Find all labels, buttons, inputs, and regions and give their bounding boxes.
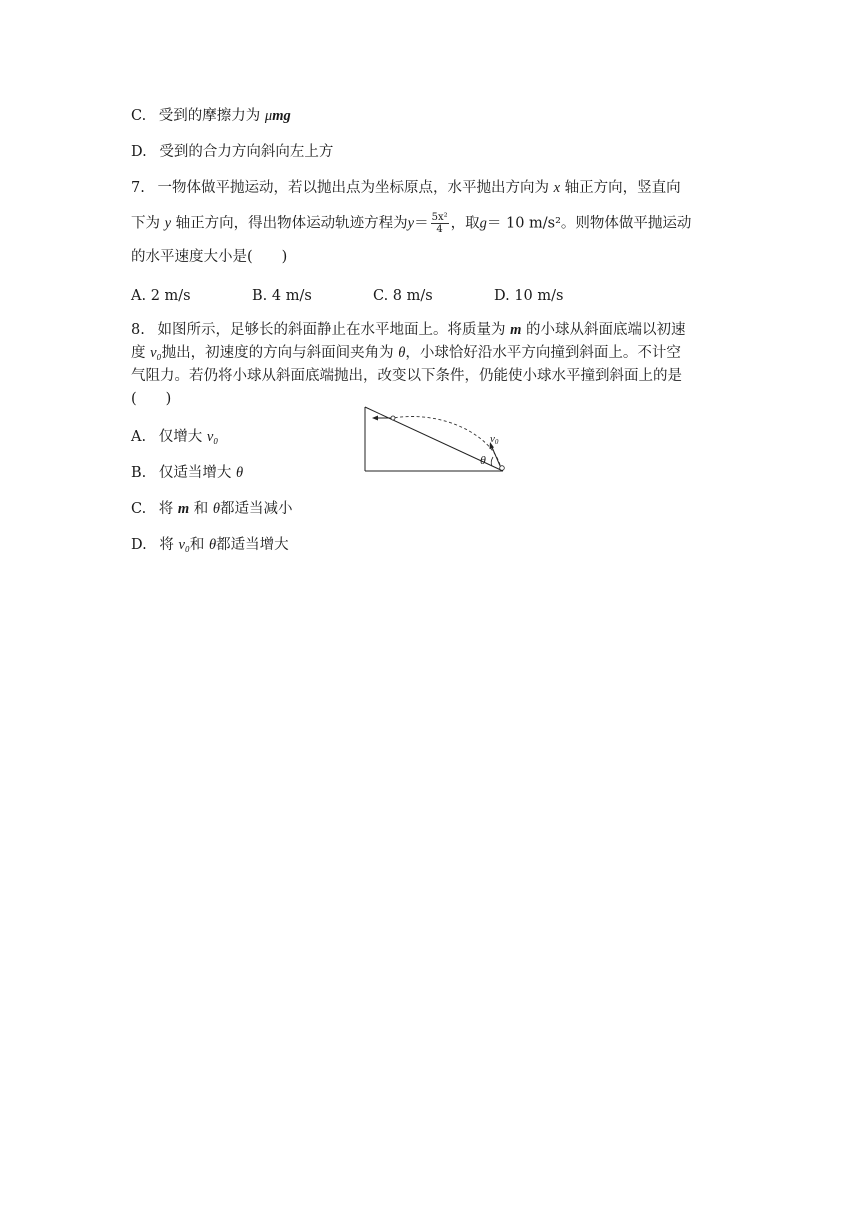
- q8-option-a: [131, 427, 218, 447]
- option-label: B.: [252, 288, 268, 304]
- arrow-head-icon: [372, 416, 378, 421]
- question-number: 7.: [131, 180, 145, 196]
- question-text: ，取: [450, 215, 480, 232]
- question-text: 轴正方向，得出物体运动轨迹方程为: [175, 215, 408, 232]
- option-text: 将: [159, 537, 174, 553]
- question-number: 8.: [131, 322, 145, 338]
- option-text: 8 m/s: [392, 288, 433, 304]
- q8-line-2: [131, 343, 681, 363]
- initial-velocity-arrow: [491, 445, 501, 468]
- option-text: 都适当增大: [216, 537, 289, 553]
- q7-option-b: [252, 286, 312, 306]
- option-text: 受到的合力方向斜向左上方: [159, 144, 334, 160]
- q6-option-c: [131, 106, 291, 126]
- q8-line-3: [131, 366, 682, 386]
- var-y: y: [164, 215, 172, 232]
- q8-line-1: [131, 320, 685, 340]
- question-text: 抛出，初速度的方向与斜面间夹角为: [161, 345, 394, 361]
- incline-figure: [363, 405, 511, 479]
- option-text: 仅适当增大: [158, 465, 232, 481]
- theta-label: θ: [480, 453, 486, 467]
- option-text: 和: [193, 501, 209, 517]
- option-text: 2 m/s: [150, 288, 191, 304]
- ball-impact: [391, 416, 395, 420]
- question-text: 气阻力。若仍将小球从斜面底端抛出，改变以下条件，仍能使小球水平撞到斜面上的是: [131, 368, 682, 384]
- var-theta: θ: [209, 537, 217, 553]
- fraction-numerator: 5x²: [431, 212, 448, 223]
- question-text: ( ): [131, 391, 172, 407]
- ball-launch: [500, 466, 505, 471]
- option-label: D.: [131, 144, 147, 160]
- q7-line-2: [131, 212, 691, 235]
- mu-symbol: μ: [264, 108, 273, 124]
- option-text: 和: [189, 537, 205, 553]
- eq-y: y: [407, 215, 415, 232]
- option-label: D.: [494, 288, 510, 304]
- q7-option-c: [373, 286, 433, 306]
- fraction: [431, 212, 449, 235]
- var-v0: v₀: [206, 429, 219, 445]
- q7-line-3: [131, 247, 287, 267]
- angle-arc: [491, 457, 493, 466]
- question-text: 的小球从斜面底端以初速: [525, 322, 686, 338]
- option-label: A.: [131, 429, 147, 445]
- question-text: 轴正方向，竖直向: [564, 180, 681, 196]
- q7-line-1: [131, 178, 681, 198]
- question-text: 下为: [131, 215, 160, 232]
- var-theta: θ: [235, 465, 244, 481]
- option-label: C.: [373, 288, 389, 304]
- var-theta: θ: [212, 501, 221, 517]
- option-label: A.: [131, 288, 147, 304]
- incline-diagram: [363, 405, 511, 475]
- q6-option-d: [131, 142, 333, 162]
- var-v0: v₀: [178, 537, 190, 553]
- var-g: g: [479, 215, 487, 232]
- option-label: C.: [131, 108, 147, 124]
- mg-symbol: mg: [272, 108, 291, 124]
- fraction-denominator: 4: [436, 224, 443, 235]
- question-text: 度: [131, 345, 146, 361]
- option-text: 都适当减小: [220, 501, 293, 517]
- q8-option-d: [131, 535, 289, 555]
- option-label: B.: [131, 465, 147, 481]
- var-x: x: [553, 180, 560, 196]
- option-label: D.: [131, 537, 147, 553]
- q8-option-c: [131, 499, 293, 519]
- question-text: 的水平速度大小是( ): [131, 249, 288, 265]
- q8-option-b: [131, 463, 243, 483]
- option-text: 10 m/s: [514, 288, 564, 304]
- var-v0: v₀: [150, 345, 162, 361]
- q8-line-4: [131, 389, 171, 409]
- option-text: 将: [158, 501, 174, 517]
- eq-sign: ＝: [414, 215, 429, 232]
- option-text: 仅增大: [158, 429, 203, 445]
- v0-label: v0: [490, 433, 499, 446]
- question-text: 如图所示，足够长的斜面静止在水平地面上。将质量为: [157, 322, 506, 338]
- var-theta: θ: [398, 345, 406, 361]
- option-text: 受到的摩擦力为: [158, 108, 261, 124]
- var-m: m: [177, 501, 190, 517]
- q7-option-a: [131, 286, 191, 306]
- q7-option-d: [494, 286, 563, 306]
- question-text: ＝ 10 m/s²。则物体做平抛运动: [486, 215, 692, 232]
- option-label: C.: [131, 501, 147, 517]
- var-m: m: [510, 322, 522, 338]
- question-text: 一物体做平抛运动，若以抛出点为坐标原点，水平抛出方向为: [157, 180, 549, 196]
- option-text: 4 m/s: [271, 288, 312, 304]
- question-text: ，小球恰好沿水平方向撞到斜面上。不计空: [405, 345, 681, 361]
